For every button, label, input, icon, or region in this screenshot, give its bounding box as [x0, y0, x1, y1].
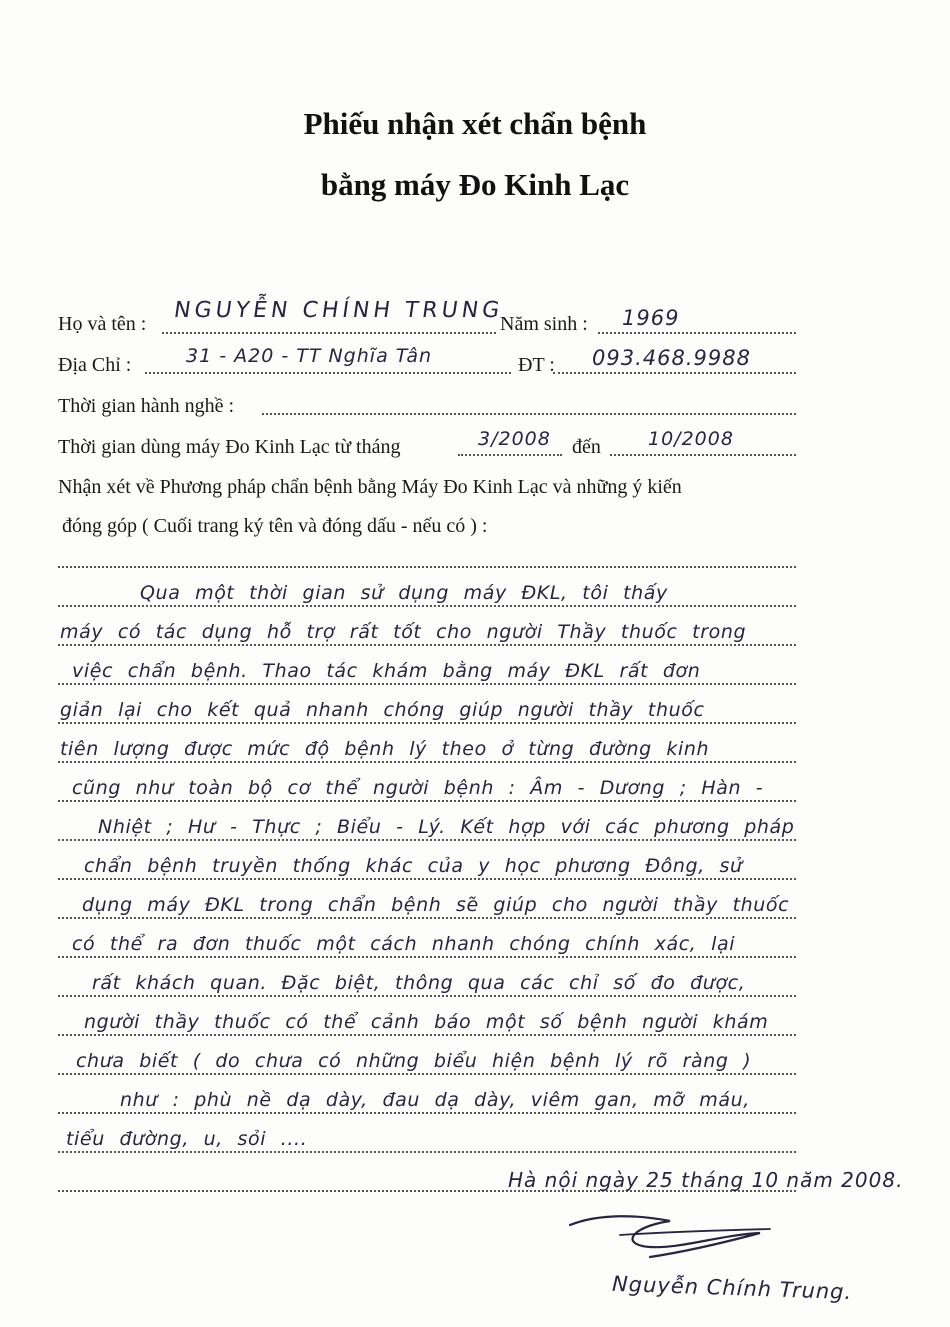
comment-prompt-line-2: đóng góp ( Cuối trang ký tên và đóng dấu - nếu có ) :	[62, 515, 488, 537]
phone-dotted-line	[553, 372, 796, 374]
comment-dotted-line	[58, 995, 796, 997]
comment-line: có thể ra đơn thuốc một cách nhanh chóng chính xác, lại	[72, 933, 736, 955]
usage-to-label: đến	[572, 436, 601, 458]
comment-dotted-line	[58, 761, 796, 763]
phone-value: 093.468.9988	[592, 346, 751, 370]
usage-period-label: Thời gian dùng máy Đo Kinh Lạc từ tháng	[58, 436, 401, 458]
comment-dotted-line	[58, 839, 796, 841]
name-dotted-line	[162, 332, 496, 334]
comment-prompt-line-1: Nhận xét về Phương pháp chẩn bệnh bằng Máy Đo Kinh Lạc và những ý kiến	[58, 476, 682, 498]
birth-year-value: 1969	[622, 306, 680, 330]
birth-year-dotted-line	[598, 332, 796, 334]
comment-line: Qua một thời gian sử dụng máy ĐKL, tôi thấy	[140, 582, 668, 604]
comment-line: Nhiệt ; Hư - Thực ; Biểu - Lý. Kết hợp với các phương pháp	[98, 816, 795, 838]
birth-year-label: Năm sinh :	[500, 313, 588, 335]
address-label: Địa Chỉ :	[58, 354, 132, 376]
name-label: Họ và tên :	[58, 313, 147, 335]
comment-dotted-line	[58, 800, 796, 802]
usage-to-value: 10/2008	[648, 428, 734, 450]
name-value: NGUYỄN CHÍNH TRUNG	[172, 298, 505, 323]
comment-dotted-line	[58, 1151, 796, 1153]
comment-dotted-line	[58, 1073, 796, 1075]
comment-line: chưa biết ( do chưa có những biểu hiện bệnh lý rõ ràng )	[76, 1050, 752, 1072]
comment-line: tiên lượng được mức độ bệnh lý theo ở từng đường kinh	[60, 738, 710, 760]
comment-dotted-line	[58, 683, 796, 685]
practice-time-dotted-line	[262, 413, 796, 415]
signature-name: Nguyễn Chính Trung.	[611, 1271, 853, 1305]
comment-dotted-line	[58, 722, 796, 724]
practice-time-label: Thời gian hành nghề :	[58, 395, 235, 417]
usage-from-dotted-line	[458, 454, 562, 456]
comment-dotted-line	[58, 956, 796, 958]
address-value: 31 - A20 - TT Nghĩa Tân	[186, 345, 433, 367]
form-title-line-2: bằng máy Đo Kinh Lạc	[320, 167, 630, 202]
comment-dotted-line	[58, 1112, 796, 1114]
comment-dotted-line	[58, 566, 796, 568]
comment-dotted-line	[58, 878, 796, 880]
usage-to-dotted-line	[610, 454, 796, 456]
comment-line: giản lại cho kết quả nhanh chóng giúp người thầy thuốc	[60, 699, 705, 721]
comment-dotted-line	[58, 1034, 796, 1036]
comment-line: như : phù nề dạ dày, đau dạ dày, viêm gan, mỡ máu,	[120, 1089, 750, 1111]
comment-line: cũng như toàn bộ cơ thể người bệnh : Âm - Dương ; Hàn -	[72, 777, 764, 799]
signature-scribble	[560, 1205, 790, 1265]
comment-line: tiểu đường, u, sỏi ....	[66, 1128, 308, 1150]
comment-line: máy có tác dụng hỗ trợ rất tốt cho người Thầy thuốc trong	[60, 621, 747, 643]
comment-line: việc chẩn bệnh. Thao tác khám bằng máy ĐKL rất đơn	[72, 660, 701, 682]
comment-line: người thầy thuốc có thể cảnh báo một số bệnh người khám	[84, 1011, 769, 1033]
usage-from-value: 3/2008	[478, 428, 551, 450]
comment-dotted-line	[58, 644, 796, 646]
form-title-line-1: Phiếu nhận xét chẩn bệnh	[303, 106, 647, 141]
phone-label: ĐT :	[518, 354, 555, 376]
comment-dotted-line	[58, 605, 796, 607]
comment-line: dụng máy ĐKL trong chẩn bệnh sẽ giúp cho người thầy thuốc	[82, 894, 790, 916]
address-dotted-line	[145, 372, 511, 374]
comment-line: chẩn bệnh truyền thống khác của y học phương Đông, sử	[84, 855, 743, 877]
comment-line: rất khách quan. Đặc biệt, thông qua các chỉ số đo được,	[92, 972, 746, 994]
place-and-date: Hà nội ngày 25 tháng 10 năm 2008.	[508, 1168, 904, 1192]
comment-dotted-line	[58, 917, 796, 919]
